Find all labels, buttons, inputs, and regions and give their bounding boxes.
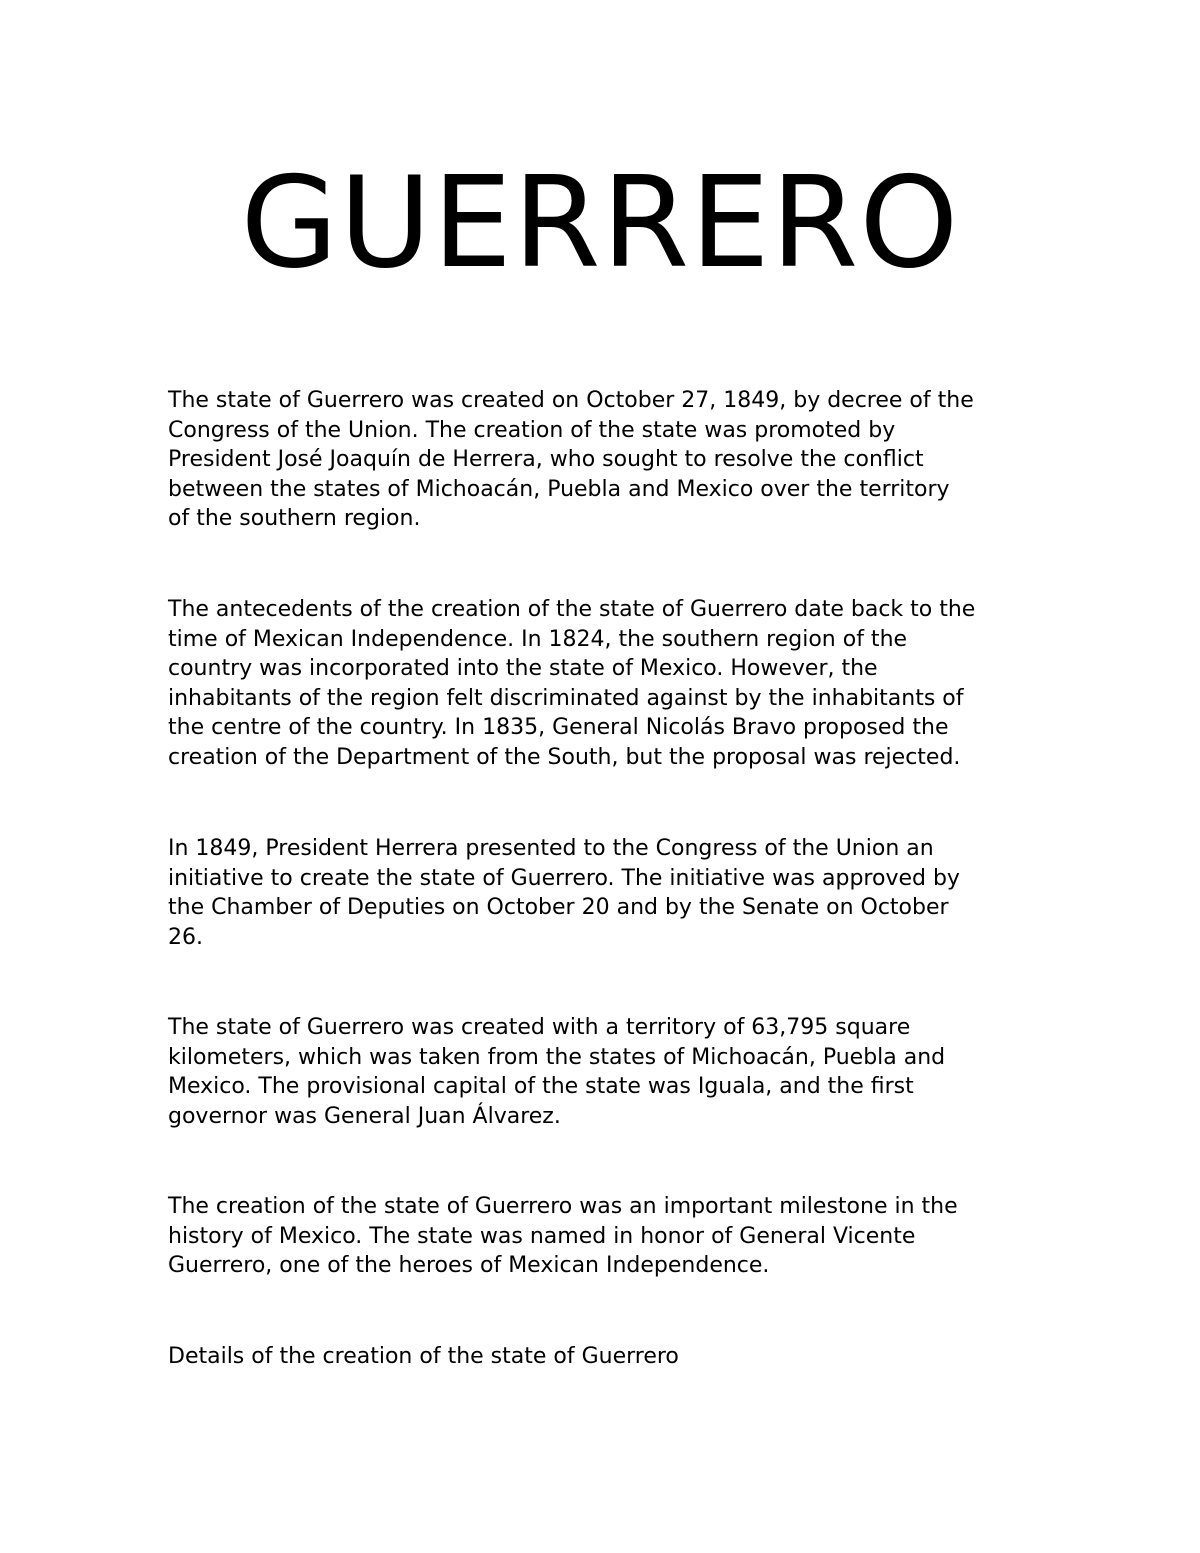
text-line: Guerrero, one of the heroes of Mexican Independence. [168,1253,770,1279]
text-line: The creation of the state of Guerrero was an important milestone in the [168,1194,958,1219]
text-line: history of Mexico. The state was named in honor of General Vicente [168,1223,916,1249]
text-line: Congress of the Union. The creation of the state was promoted by [168,417,896,443]
text-line: In 1849, President Herrera presented to the Congress of the Union an [168,836,934,861]
text-line: The state of Guerrero was created with a territory of 63,795 square [168,1015,911,1040]
text-line: the centre of the country. In 1835, General Nicolás Bravo proposed the [168,715,949,741]
text-line: country was incorporated into the state of Mexico. However, the [168,656,878,682]
text-line: President José Joaquín de Herrera, who sought to resolve the conflict [168,447,924,473]
text-line: of the southern region. [168,506,421,532]
text-line: Mexico. The provisional capital of the state was Iguala, and the first [168,1074,914,1100]
text-line: The antecedents of the creation of the state of Guerrero date back to the [168,597,976,622]
text-line: creation of the Department of the South, but the proposal was rejected. [168,744,961,770]
document-title: GUERRERO [240,149,960,296]
text-line: 26. [168,924,203,950]
text-line: between the states of Michoacán, Puebla and Mexico over the territory [168,476,950,502]
text-line: governor was General Juan Álvarez. [168,1103,561,1129]
text-line: kilometers, which was taken from the states of Michoacán, Puebla and [168,1044,946,1070]
text-line: Details of the creation of the state of Guerrero [168,1344,679,1369]
paragraph-creation [168,386,1048,534]
paragraph-details-heading [168,1342,1048,1372]
paragraph-territory [168,1013,1048,1131]
text-line: The state of Guerrero was created on October 27, 1849, by decree of the [168,388,974,413]
text-line: inhabitants of the region felt discriminated against by the inhabitants of [168,685,964,711]
paragraph-initiative [168,834,1048,952]
text-line: time of Mexican Independence. In 1824, the southern region of the [168,626,908,652]
text-line: the Chamber of Deputies on October 20 and by the Senate on October [168,895,949,921]
text-line: initiative to create the state of Guerrero. The initiative was approved by [168,865,960,891]
paragraph-antecedents [168,595,1048,773]
paragraph-milestone [168,1192,1048,1281]
